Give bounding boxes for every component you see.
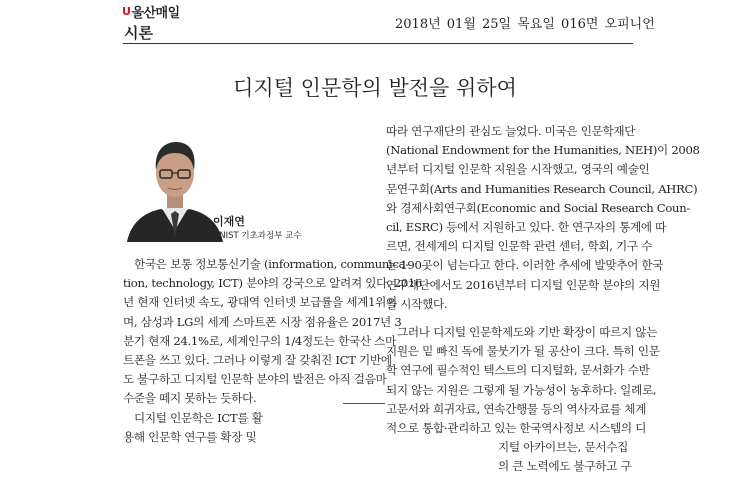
text-line: 수준을 떼지 못하는 듯하다. xyxy=(123,391,257,406)
bottom-divider xyxy=(343,403,385,404)
article-column-right xyxy=(386,122,700,477)
text-line: 분기 현재 24.1%로, 세계인구의 1/4정도는 한국산 스마 xyxy=(123,333,396,348)
dateline: 2018년 01월 25일 목요일 016면 오피니언 xyxy=(395,17,655,32)
article-headline: 디지털 인문학의 발전을 위하여 xyxy=(233,76,517,100)
paragraph-gap xyxy=(386,314,636,323)
masthead xyxy=(122,2,180,21)
text-line: cil, ESRC) 등에서 지원하고 있다. 한 연구자의 통계에 따 xyxy=(386,220,667,235)
text-line: 며, 삼성과 LG의 세계 스마트폰 시장 점유율은 2017년 3 xyxy=(123,314,402,329)
section-label: 시론 xyxy=(124,24,153,42)
text-line: 는 190곳이 넘는다고 한다. 이러한 추세에 발맞추어 한국 xyxy=(386,258,664,273)
author-title: UNIST 기초과정부 교수 xyxy=(213,231,302,241)
text-line: 년부터 디지털 인문학 지원을 시작했고, 영국의 예술인 xyxy=(386,162,650,177)
logo-mark-icon: U xyxy=(122,5,131,18)
text-line: 의 큰 노력에도 불구하고 구 xyxy=(498,459,632,474)
text-line: 따라 연구재단의 관심도 늘었다. 미국은 인문학재단 xyxy=(386,124,636,138)
text-line: 그러나 디지털 인문학제도와 기반 확장이 따르지 않는 xyxy=(397,325,658,340)
text-line: 트폰을 쓰고 있다. 그러나 이렇게 잘 갖춰진 ICT 기반에 xyxy=(123,353,392,368)
text-line: tion, technology, ICT) 분야의 강국으로 알려져 있다. 2016 xyxy=(123,276,423,291)
text-line: 한국은 보통 정보통신기술 (information, communica- xyxy=(134,257,409,271)
author-photo xyxy=(123,126,226,242)
newspaper-logo xyxy=(122,2,180,21)
text-line: 용해 인문학 연구를 확장 및 xyxy=(123,429,257,444)
text-line: 적으로 통합·관리하고 있는 한국역사정보 시스템의 디 xyxy=(386,421,647,436)
text-line: 년 현재 인터넷 속도, 광대역 인터넷 보급률을 세계1위이 xyxy=(123,295,397,310)
author-name: 이재연 xyxy=(213,215,245,228)
text-line: 와 경제사회연구회(Economic and Social Research Coun- xyxy=(386,200,690,215)
text-line: 학 연구에 필수적인 텍스트의 디지털화, 문서화가 수반 xyxy=(386,363,650,378)
text-line: 고문서와 희귀자료, 연속간행물 등의 역사자료를 체계 xyxy=(386,401,647,416)
top-divider xyxy=(123,43,633,44)
text-line: 되지 않는 지원은 그렇게 될 가능성이 농후하다. 일례로, xyxy=(386,382,657,397)
text-line: 도 불구하고 디지털 인문학 분야의 발전은 아직 걸음마 xyxy=(123,372,387,387)
text-line: 디지털 인문학은 ICT를 활 xyxy=(134,410,263,425)
text-line: 문연구회(Arts and Humanities Research Council, AHRC) xyxy=(386,181,698,196)
text-line: 지털 아카이브는, 문서수집 xyxy=(498,440,629,455)
text-line: (National Endowment for the Humanities, NEH)이 2008 xyxy=(386,143,700,158)
text-line: 지원은 밑 빠진 독에 물붓기가 될 공산이 크다. 특히 인문 xyxy=(386,344,660,359)
logo-text: 울산매일 xyxy=(131,6,180,21)
text-line: 연구재단에서도 2016년부터 디지털 인문학 분야의 지원 xyxy=(386,277,661,292)
text-line: 르면, 전세계의 디지털 인문학 관련 센터, 학회, 기구 수 xyxy=(386,239,653,254)
text-line: 을 시작했다. xyxy=(386,296,448,311)
